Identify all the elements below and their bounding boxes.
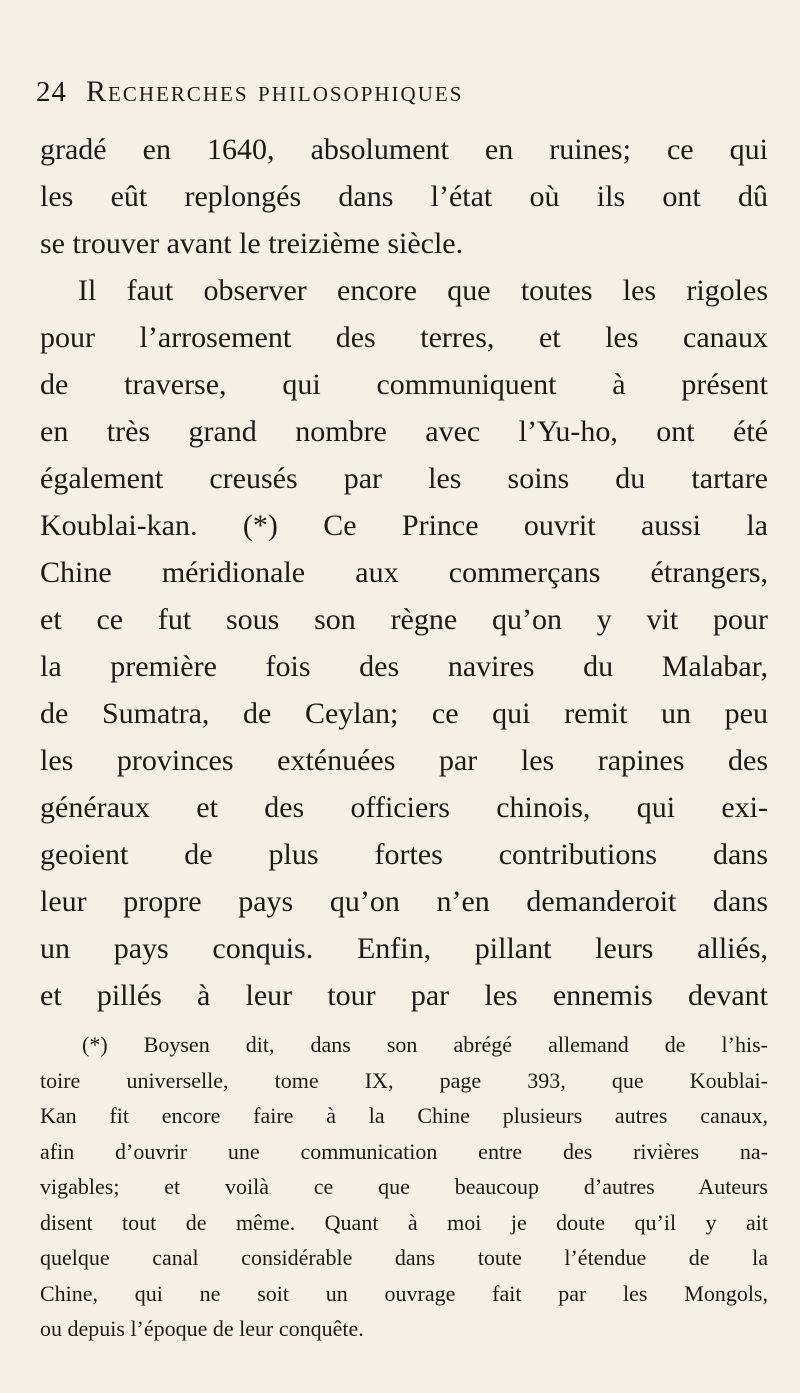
footnote-line: disent tout de même. Quant à moi je doute qu’il y ait [40, 1209, 768, 1235]
footnote-line: (*) Boysen dit, dans son abrégé allemand de l’his- [82, 1032, 768, 1057]
text-line: Koublai-kan. (*) Ce Prince ouvrit aussi la [40, 509, 768, 542]
text-line: leur propre pays qu’on n’en demanderoit dans [40, 885, 768, 918]
text-line: se trouver avant le treizième siècle. [40, 227, 464, 260]
text-line: en très grand nombre avec l’Yu-ho, ont été [40, 415, 768, 448]
footnote-line: afin d’ouvrir une communication entre des rivières na- [40, 1138, 768, 1164]
footnote-line: ou depuis l’époque de leur conquête. [40, 1316, 364, 1341]
text-line: les provinces exténuées par les rapines des [40, 744, 768, 777]
text-line: geoient de plus fortes contributions dans [40, 838, 768, 871]
text-line: et ce fut sous son règne qu’on y vit pour [40, 603, 768, 636]
footnote-line: vigables; et voilà ce que beaucoup d’autres Auteurs [40, 1174, 768, 1199]
text-line: Il faut observer encore que toutes les rigoles [78, 274, 768, 307]
page-number: 24 [36, 76, 67, 108]
text-line: les eût replongés dans l’état où ils ont dû [40, 180, 768, 213]
text-line: et pillés à leur tour par les ennemis devant [40, 979, 768, 1012]
footnote-line: toire universelle, tome IX, page 393, que Koublai- [40, 1067, 768, 1093]
running-title: Recherches philosophiques [86, 75, 464, 108]
text-line: de Sumatra, de Ceylan; ce qui remit un peu [40, 697, 768, 730]
text-line: gradé en 1640, absolument en ruines; ce qui [40, 133, 768, 166]
main-text [40, 126, 768, 1019]
text-line: généraux et des officiers chinois, qui exi- [40, 791, 768, 824]
text-line: de traverse, qui communiquent à présent [40, 368, 768, 401]
text-line: un pays conquis. Enfin, pillant leurs alliés, [40, 932, 768, 965]
footnote-line: Kan fit encore faire à la Chine plusieurs autres canaux, [40, 1103, 768, 1128]
footnote-line: quelque canal considérable dans toute l’étendue de la [40, 1245, 768, 1270]
text-line: Chine méridionale aux commerçans étrangers, [40, 556, 768, 589]
text-line: pour l’arrosement des terres, et les canaux [40, 321, 768, 354]
footnote-line: Chine, qui ne soit un ouvrage fait par les Mongols, [40, 1280, 768, 1306]
text-line: la première fois des navires du Malabar, [40, 650, 768, 683]
page-header [36, 75, 736, 115]
footnote [40, 1027, 768, 1347]
text-line: également creusés par les soins du tartare [40, 462, 768, 495]
